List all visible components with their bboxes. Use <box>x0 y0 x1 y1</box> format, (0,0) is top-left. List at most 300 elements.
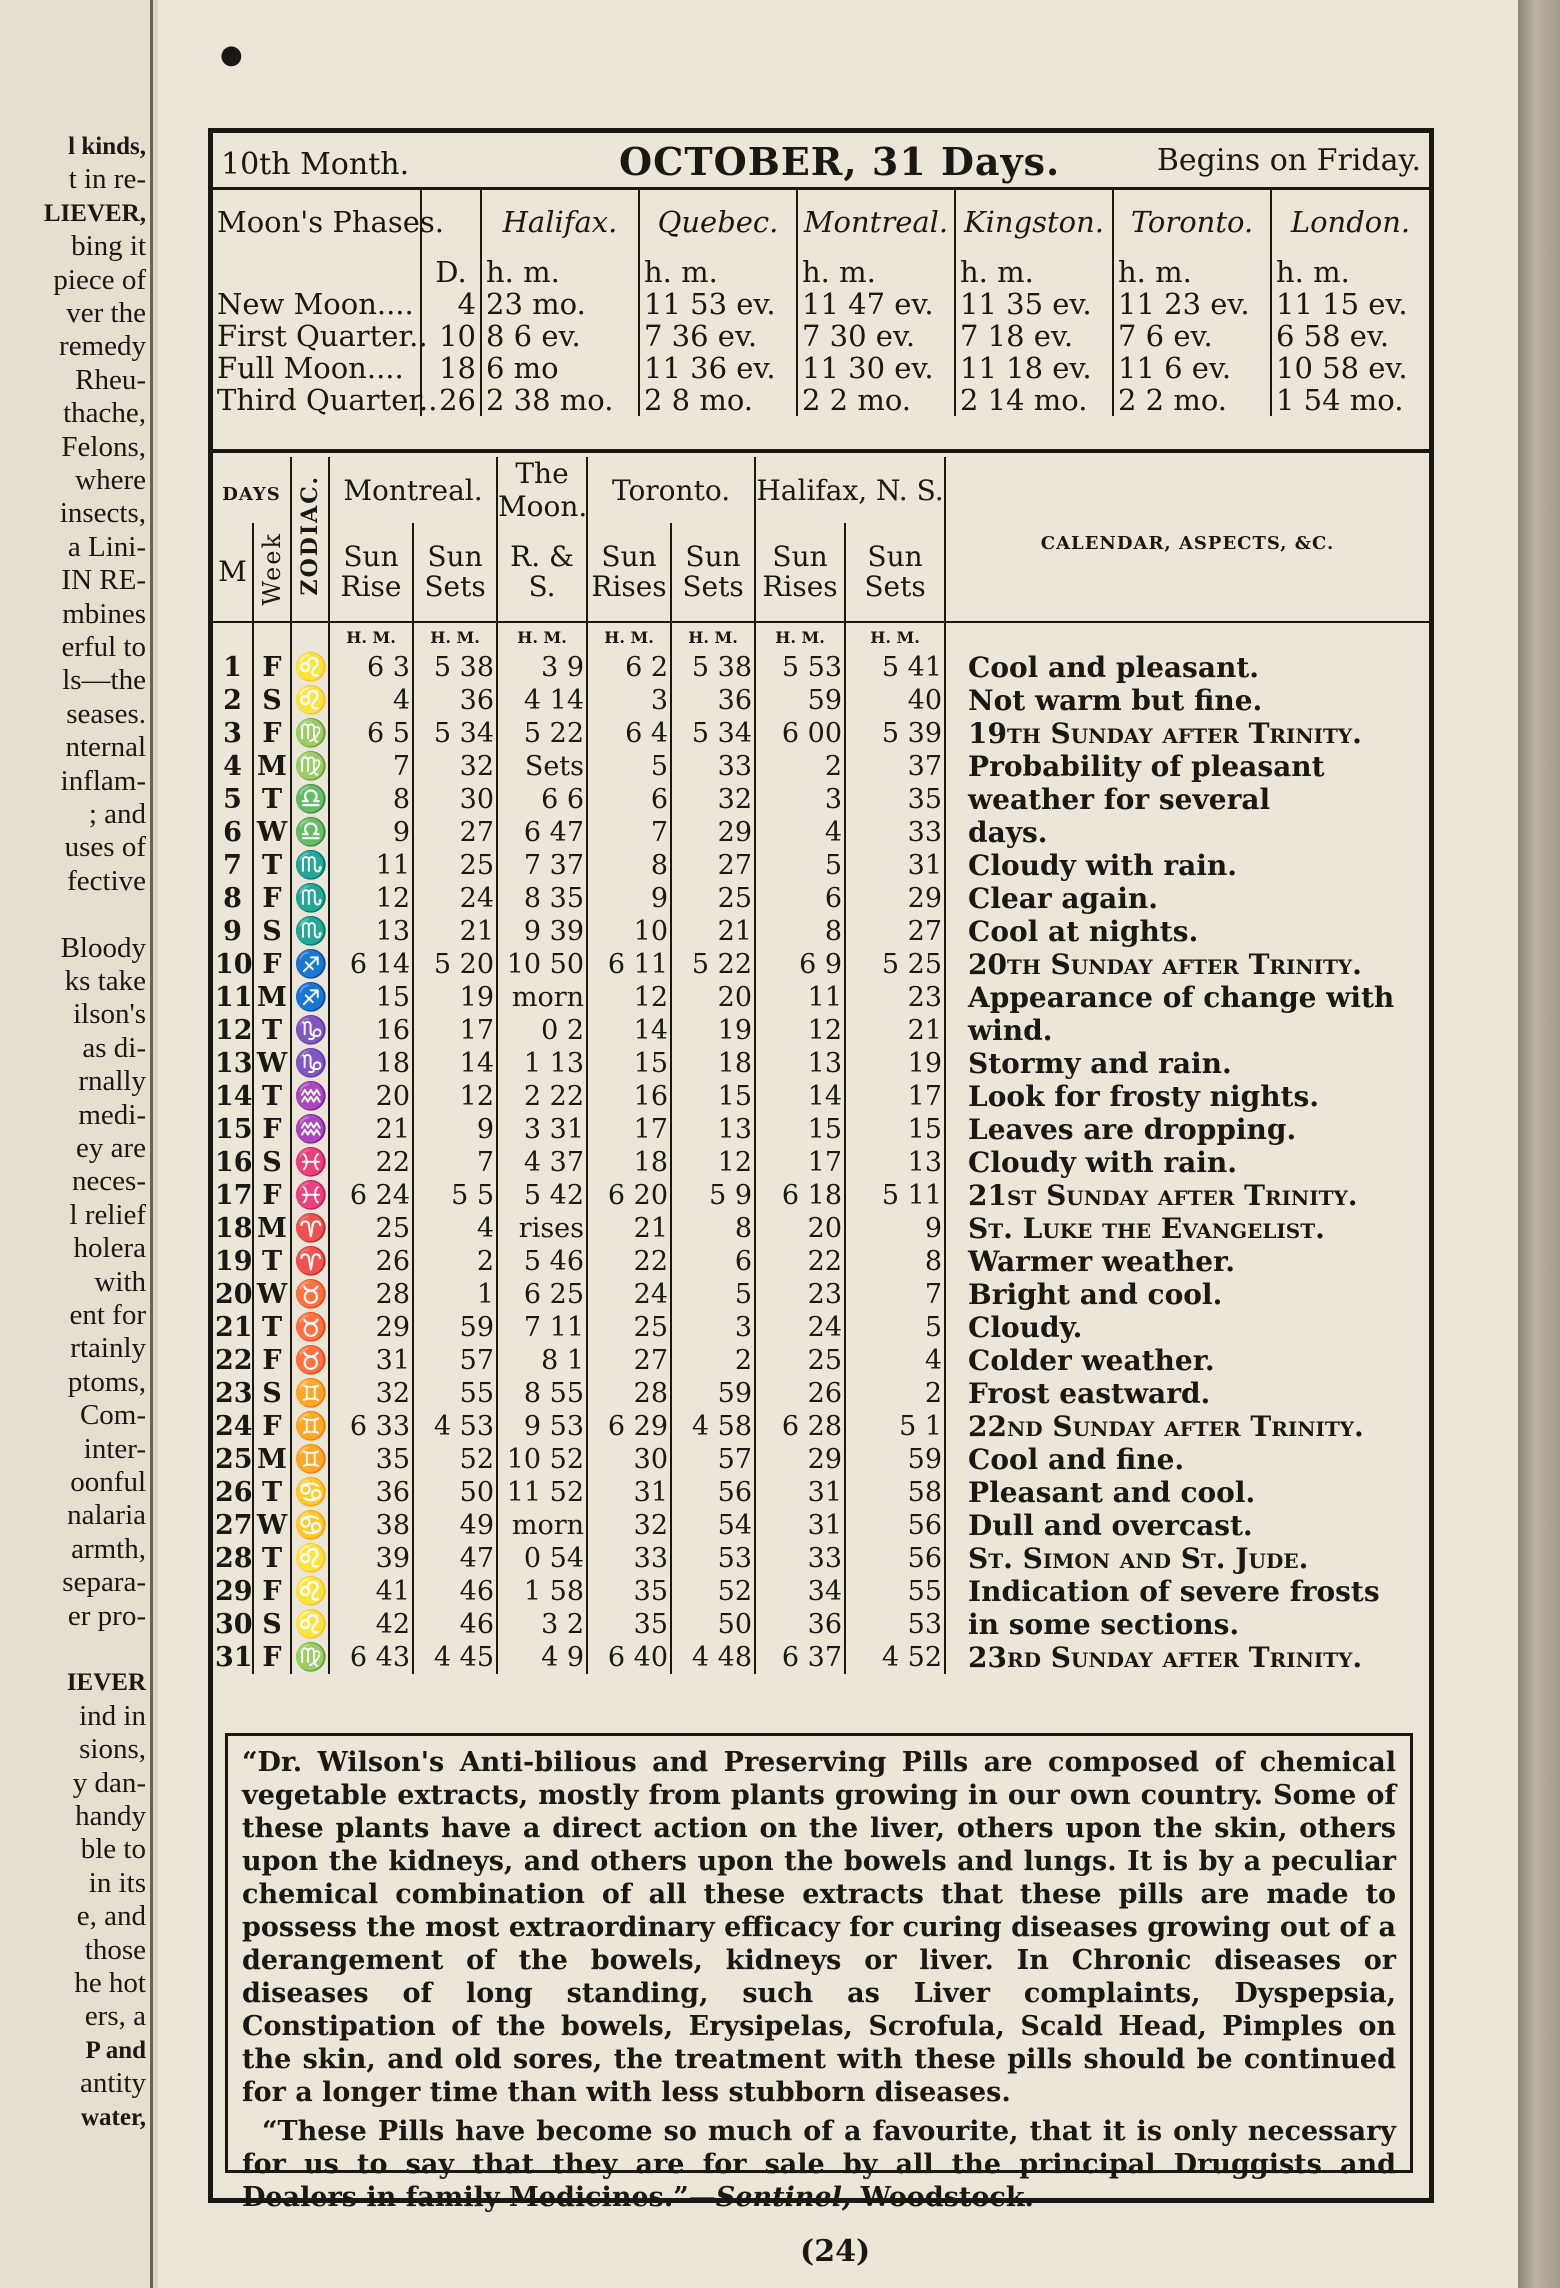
moon-rs-header: R. & S. <box>497 523 587 622</box>
day-of-week: M <box>253 981 291 1014</box>
halifax-sunset: 21 <box>845 1014 945 1047</box>
left-page-line: ble to <box>80 1833 146 1866</box>
toronto-sunset: 21 <box>671 915 755 948</box>
halifax-sunrise: 17 <box>755 1146 845 1179</box>
phase-time: 7 18 ev. <box>955 320 1113 352</box>
aspect-note: Cool and fine. <box>945 1443 1429 1476</box>
halifax-sunset: 53 <box>845 1608 945 1641</box>
day-of-month: 4 <box>223 751 242 782</box>
toronto-sunset: 36 <box>671 684 755 717</box>
halifax-sunrise: 20 <box>755 1212 845 1245</box>
halifax-sunrise: 6 28 <box>755 1410 845 1443</box>
zodiac-sign: ♉ <box>291 1278 329 1311</box>
advert-source: Sentinel, <box>715 2182 852 2213</box>
toronto-sunset: 2 <box>671 1344 755 1377</box>
day-row <box>213 1443 1429 1476</box>
montreal-sunrise: 13 <box>329 915 413 948</box>
zodiac-sign: ♍ <box>291 1641 329 1674</box>
toronto-sunset: 29 <box>671 816 755 849</box>
calendar-header: CALENDAR, ASPECTS, &C. <box>945 457 1429 622</box>
day-row <box>213 1575 1429 1608</box>
hm-label: H. M. <box>755 622 845 651</box>
toronto-sunrise: 8 <box>587 849 671 882</box>
zodiac-sign: ♐ <box>291 981 329 1014</box>
montreal-sunset: 30 <box>413 783 497 816</box>
montreal-sunrise-header: Sun Rise <box>329 523 413 622</box>
toronto-sunrise: 25 <box>587 1311 671 1344</box>
day-of-week: W <box>253 1509 291 1542</box>
moon-col-header: Quebec. <box>639 190 797 254</box>
aspect-note: Look for frosty nights. <box>945 1080 1429 1113</box>
montreal-sunrise: 6 5 <box>329 717 413 750</box>
toronto-sunrise: 32 <box>587 1509 671 1542</box>
unit-cell: h. m. <box>1113 254 1271 288</box>
halifax-sunset: 19 <box>845 1047 945 1080</box>
day-of-month: 30 <box>215 1609 253 1640</box>
aspect-note: 23rd Sunday after Trinity. <box>945 1641 1429 1674</box>
zodiac-sign: ♎ <box>291 816 329 849</box>
halifax-sunset: 5 <box>845 1311 945 1344</box>
aspect-note: Cloudy with rain. <box>945 849 1429 882</box>
toronto-sunrise: 15 <box>587 1047 671 1080</box>
unit-cell: h. m. <box>955 254 1113 288</box>
left-page-line: medi- <box>78 1098 146 1131</box>
halifax-sunset: 27 <box>845 915 945 948</box>
left-page-line: Com- <box>79 1399 146 1432</box>
halifax-sunrise: 29 <box>755 1443 845 1476</box>
day-of-week: F <box>253 1113 291 1146</box>
montreal-sunrise: 15 <box>329 981 413 1014</box>
zodiac-sign: ♈ <box>291 1245 329 1278</box>
montreal-sunrise: 32 <box>329 1377 413 1410</box>
halifax-sunset: 33 <box>845 816 945 849</box>
moon-phase-row <box>213 384 1429 416</box>
toronto-sunrise: 3 <box>587 684 671 717</box>
montreal-sunrise: 25 <box>329 1212 413 1245</box>
zodiac-sign: ♎ <box>291 783 329 816</box>
halifax-sunset: 40 <box>845 684 945 717</box>
phase-time: 11 35 ev. <box>955 288 1113 320</box>
montreal-sunset: 52 <box>413 1443 497 1476</box>
left-page-line: he hot <box>74 1967 146 1999</box>
day-of-month: 22 <box>215 1345 253 1376</box>
montreal-sunset: 55 <box>413 1377 497 1410</box>
montreal-sunrise: 29 <box>329 1311 413 1344</box>
left-page-line: thache, <box>63 397 146 430</box>
montreal-sunrise: 20 <box>329 1080 413 1113</box>
halifax-sunrise: 22 <box>755 1245 845 1278</box>
montreal-sunrise: 42 <box>329 1608 413 1641</box>
zodiac-sign: ♒ <box>291 1080 329 1113</box>
moon-rise-set: 8 35 <box>497 882 587 915</box>
daily-calendar-table <box>213 457 1429 1674</box>
montreal-sunset: 7 <box>413 1146 497 1179</box>
toronto-sunrise: 10 <box>587 915 671 948</box>
days-header: DAYS <box>222 483 281 505</box>
day-of-month: 17 <box>215 1180 253 1211</box>
left-page-line: water, <box>80 2103 146 2131</box>
toronto-sunrise: 22 <box>587 1245 671 1278</box>
toronto-sunrise: 35 <box>587 1575 671 1608</box>
montreal-sunset: 9 <box>413 1113 497 1146</box>
montreal-sunrise: 11 <box>329 849 413 882</box>
halifax-sunrise: 4 <box>755 816 845 849</box>
moon-phase-row <box>213 288 1429 320</box>
day-row <box>213 1476 1429 1509</box>
montreal-sunrise: 6 24 <box>329 1179 413 1212</box>
halifax-sunset: 31 <box>845 849 945 882</box>
moon-rise-set: morn <box>497 1509 587 1542</box>
moon-rise-set: morn <box>497 981 587 1014</box>
calendar-frame <box>208 128 1434 2213</box>
day-of-month: 18 <box>215 1213 253 1244</box>
left-page-line: l kinds, <box>68 133 146 160</box>
montreal-sunrise: 4 <box>329 684 413 717</box>
phase-time: 11 23 ev. <box>1113 288 1271 320</box>
unit-cell: h. m. <box>639 254 797 288</box>
phase-time: 8 6 ev. <box>481 320 639 352</box>
halifax-sunrise: 8 <box>755 915 845 948</box>
halifax-sunset: 59 <box>845 1443 945 1476</box>
montreal-sunrise: 35 <box>329 1443 413 1476</box>
halifax-header: Halifax, N. S. <box>755 457 945 523</box>
montreal-sunrise: 9 <box>329 816 413 849</box>
toronto-sunset: 5 <box>671 1278 755 1311</box>
left-page-line: rnally <box>78 1065 146 1098</box>
montreal-sunrise: 12 <box>329 882 413 915</box>
day-of-week: F <box>253 1179 291 1212</box>
day-row <box>213 948 1429 981</box>
left-page-line: mbines <box>62 597 146 630</box>
phase-time: 7 6 ev. <box>1113 320 1271 352</box>
day-row <box>213 849 1429 882</box>
day-of-month: 14 <box>215 1081 253 1112</box>
moon-units-row <box>213 254 1429 288</box>
left-page-line: Felons, <box>61 430 146 463</box>
phase-name: Full Moon.... <box>217 351 404 385</box>
left-page-line: bing it <box>71 230 146 263</box>
left-page-line: sions, <box>79 1733 146 1766</box>
left-page-line: separa- <box>62 1566 146 1599</box>
montreal-sunrise: 36 <box>329 1476 413 1509</box>
toronto-sunset: 33 <box>671 750 755 783</box>
toronto-sunrise: 6 2 <box>587 651 671 684</box>
aspect-note: Cloudy. <box>945 1311 1429 1344</box>
halifax-sunset: 5 11 <box>845 1179 945 1212</box>
left-page-line: IEVER <box>66 1669 146 1697</box>
day-row <box>213 1179 1429 1212</box>
montreal-sunrise: 39 <box>329 1542 413 1575</box>
montreal-sunrise: 16 <box>329 1014 413 1047</box>
day-of-week: W <box>253 1047 291 1080</box>
toronto-sunrise-header: Sun Rises <box>587 523 671 622</box>
zodiac-sign: ♉ <box>291 1344 329 1377</box>
left-page-line: ks take <box>64 965 146 997</box>
day-of-week: T <box>253 1014 291 1047</box>
day-of-month: 23 <box>215 1378 253 1409</box>
day-row <box>213 1608 1429 1641</box>
montreal-sunset: 59 <box>413 1311 497 1344</box>
halifax-sunrise: 12 <box>755 1014 845 1047</box>
advertisement-box <box>225 1733 1413 2213</box>
phase-time: 11 6 ev. <box>1113 352 1271 384</box>
toronto-sunset: 3 <box>671 1311 755 1344</box>
ink-mark: ● <box>220 40 243 70</box>
moon-col-header: Toronto. <box>1113 190 1271 254</box>
zodiac-sign: ♓ <box>291 1146 329 1179</box>
montreal-sunrise: 38 <box>329 1509 413 1542</box>
halifax-sunset: 4 <box>845 1344 945 1377</box>
day-of-month: 2 <box>223 685 242 716</box>
main-header-units <box>213 622 1429 651</box>
left-page-line: LIEVER, <box>43 199 146 227</box>
moon-rise-set: 7 37 <box>497 849 587 882</box>
halifax-sunrise: 34 <box>755 1575 845 1608</box>
montreal-sunset: 27 <box>413 816 497 849</box>
moon-rise-set: 4 9 <box>497 1641 587 1674</box>
left-page-line: ilson's <box>73 998 146 1031</box>
day-of-month: 9 <box>223 916 242 947</box>
montreal-sunset: 2 <box>413 1245 497 1278</box>
toronto-sunrise: 6 4 <box>587 717 671 750</box>
moon-rise-set: 2 22 <box>497 1080 587 1113</box>
aspect-note: in some sections. <box>945 1608 1429 1641</box>
phase-time: 26 <box>421 384 481 416</box>
aspect-note: wind. <box>945 1014 1429 1047</box>
day-of-week: S <box>253 1146 291 1179</box>
moon-rise-set: 8 55 <box>497 1377 587 1410</box>
halifax-sunset: 15 <box>845 1113 945 1146</box>
phase-time: 11 30 ev. <box>797 352 955 384</box>
toronto-sunrise: 18 <box>587 1146 671 1179</box>
day-of-month: 7 <box>223 850 242 881</box>
left-page-line: ind in <box>79 1699 146 1732</box>
toronto-sunset: 19 <box>671 1014 755 1047</box>
moon-col-header: London. <box>1271 190 1429 254</box>
montreal-sunset: 4 <box>413 1212 497 1245</box>
phase-time: 10 58 ev. <box>1271 352 1429 384</box>
zodiac-sign: ♌ <box>291 651 329 684</box>
unit-cell: h. m. <box>797 254 955 288</box>
aspect-note: Clear again. <box>945 882 1429 915</box>
montreal-sunrise: 22 <box>329 1146 413 1179</box>
toronto-sunset: 15 <box>671 1080 755 1113</box>
left-page-line: oonful <box>70 1466 146 1498</box>
halifax-sunset: 13 <box>845 1146 945 1179</box>
day-of-month: 8 <box>223 883 242 914</box>
day-of-month: 24 <box>215 1411 253 1442</box>
moon-rise-set: 1 13 <box>497 1047 587 1080</box>
montreal-sunrise: 21 <box>329 1113 413 1146</box>
zodiac-sign: ♋ <box>291 1509 329 1542</box>
toronto-sunset: 5 9 <box>671 1179 755 1212</box>
halifax-sunrise: 31 <box>755 1476 845 1509</box>
day-row <box>213 1509 1429 1542</box>
advert-paragraph-2: “These Pills have become so much of a favourite, that it is only necessary for us to say that they are for sale by all the principal Druggists and Dealers in family Medicines.”—Sentinel, Woodstock. <box>242 2116 1396 2213</box>
toronto-sunrise: 24 <box>587 1278 671 1311</box>
montreal-sunrise: 6 33 <box>329 1410 413 1443</box>
zodiac-sign: ♏ <box>291 915 329 948</box>
day-row <box>213 1410 1429 1443</box>
zodiac-sign: ♊ <box>291 1377 329 1410</box>
advert-paragraph: “Dr. Wilson's Anti-bilious and Preserving Pills are composed of chemical vegetable extracts, mostly from plants growing in our own country. Some of these plants have a direct action on the liver, others upon the skin, others upon the kidneys, and others upon the bowels and lungs. It is by a peculiar chemical combination of all these extracts that these pills are made to possess the most extraordinary efficacy for curing diseases growing out of a derangement of the bowels, kidneys or liver. In Chronic diseases or diseases of long standing, such as Liver complaints, Dyspepsia, Constipation of the bowels, Erysipelas, Scrofula, Scald Head, Pimples on the skin, and old sores, the treatment with these pills should be continued for a longer time than with less stubborn diseases. <box>242 1747 1396 2108</box>
left-page-line: where <box>75 464 146 496</box>
aspect-note: weather for several <box>945 783 1429 816</box>
aspect-note: Stormy and rain. <box>945 1047 1429 1080</box>
montreal-sunrise: 28 <box>329 1278 413 1311</box>
moon-header-row <box>213 190 1429 254</box>
moon-rise-set: 11 52 <box>497 1476 587 1509</box>
left-page-line: P and <box>85 2036 146 2064</box>
phase-time: 2 8 mo. <box>639 384 797 416</box>
toronto-sunset: 6 <box>671 1245 755 1278</box>
moon-rise-set: 1 58 <box>497 1575 587 1608</box>
toronto-sunrise: 17 <box>587 1113 671 1146</box>
toronto-sunset: 52 <box>671 1575 755 1608</box>
toronto-sunrise: 31 <box>587 1476 671 1509</box>
unit-cell: D. <box>421 254 481 288</box>
day-row <box>213 750 1429 783</box>
day-of-month: 25 <box>215 1444 253 1475</box>
toronto-sunset: 50 <box>671 1608 755 1641</box>
left-page-line: Bloody <box>60 931 146 964</box>
halifax-sunset: 7 <box>845 1278 945 1311</box>
halifax-sunset: 4 52 <box>845 1641 945 1674</box>
moon-rise-set: 5 42 <box>497 1179 587 1212</box>
toronto-sunset: 18 <box>671 1047 755 1080</box>
left-page-line: in its <box>88 1866 146 1899</box>
aspect-note: Pleasant and cool. <box>945 1476 1429 1509</box>
moon-rise-set: 0 2 <box>497 1014 587 1047</box>
left-page-line: ey are <box>75 1132 146 1164</box>
left-page-line: y dan- <box>72 1766 146 1799</box>
montreal-sunrise: 8 <box>329 783 413 816</box>
toronto-sunset: 8 <box>671 1212 755 1245</box>
halifax-sunset: 5 1 <box>845 1410 945 1443</box>
aspect-note: Cool at nights. <box>945 915 1429 948</box>
day-of-month: 10 <box>215 949 253 980</box>
day-of-month: 28 <box>215 1543 253 1574</box>
toronto-sunrise: 6 40 <box>587 1641 671 1674</box>
left-page-line: those <box>84 1933 146 1966</box>
montreal-sunset: 46 <box>413 1575 497 1608</box>
phase-time: 7 30 ev. <box>797 320 955 352</box>
montreal-sunset: 17 <box>413 1014 497 1047</box>
montreal-sunrise: 6 14 <box>329 948 413 981</box>
hm-label: H. M. <box>329 622 413 651</box>
moon-rise-set: 4 14 <box>497 684 587 717</box>
toronto-sunset: 59 <box>671 1377 755 1410</box>
toronto-sunrise: 6 29 <box>587 1410 671 1443</box>
montreal-sunset: 4 45 <box>413 1641 497 1674</box>
halifax-sunset: 35 <box>845 783 945 816</box>
moon-rise-set: 7 11 <box>497 1311 587 1344</box>
left-page-line: neces- <box>71 1165 146 1198</box>
montreal-sunset: 19 <box>413 981 497 1014</box>
day-of-week: F <box>253 1410 291 1443</box>
day-row <box>213 1311 1429 1344</box>
toronto-sunrise: 14 <box>587 1014 671 1047</box>
page-edge <box>1518 0 1560 2288</box>
day-of-week: F <box>253 882 291 915</box>
moon-col-header: Kingston. <box>955 190 1113 254</box>
day-row <box>213 1245 1429 1278</box>
phase-time: 2 38 mo. <box>481 384 639 416</box>
toronto-sunset: 5 22 <box>671 948 755 981</box>
day-of-week: M <box>253 1212 291 1245</box>
day-of-week: S <box>253 1608 291 1641</box>
left-page-line: er pro- <box>67 1599 146 1632</box>
day-of-week: F <box>253 1575 291 1608</box>
left-page-line: with <box>94 1265 146 1298</box>
halifax-sunrise: 23 <box>755 1278 845 1311</box>
halifax-sunset: 5 39 <box>845 717 945 750</box>
montreal-sunset: 49 <box>413 1509 497 1542</box>
day-row <box>213 1080 1429 1113</box>
halifax-sunset: 55 <box>845 1575 945 1608</box>
zodiac-sign: ♊ <box>291 1443 329 1476</box>
moon-col-header: Moon's Phases. <box>217 205 444 239</box>
aspect-note: 19th Sunday after Trinity. <box>945 717 1429 750</box>
zodiac-header: ZODIAC. <box>291 457 329 622</box>
zodiac-sign: ♌ <box>291 684 329 717</box>
montreal-sunrise: 6 3 <box>329 651 413 684</box>
halifax-sunrise: 2 <box>755 750 845 783</box>
zodiac-sign: ♉ <box>291 1311 329 1344</box>
day-of-month: 20 <box>215 1279 253 1310</box>
montreal-sunset: 14 <box>413 1047 497 1080</box>
montreal-sunset: 5 5 <box>413 1179 497 1212</box>
day-row <box>213 1344 1429 1377</box>
phase-time: 11 47 ev. <box>797 288 955 320</box>
day-row <box>213 981 1429 1014</box>
montreal-sunset: 36 <box>413 684 497 717</box>
phase-time: 11 36 ev. <box>639 352 797 384</box>
day-row <box>213 1542 1429 1575</box>
toronto-sunrise: 28 <box>587 1377 671 1410</box>
montreal-sunset: 12 <box>413 1080 497 1113</box>
toronto-sunset: 54 <box>671 1509 755 1542</box>
moon-rise-set: 4 37 <box>497 1146 587 1179</box>
toronto-sunset: 4 58 <box>671 1410 755 1443</box>
left-page-line: insects, <box>59 497 146 530</box>
aspect-note: Indication of severe frosts <box>945 1575 1429 1608</box>
day-of-week: T <box>253 1080 291 1113</box>
day-of-week: T <box>253 1542 291 1575</box>
halifax-sunrise: 3 <box>755 783 845 816</box>
left-page-line: handy <box>75 1800 146 1832</box>
montreal-sunset: 24 <box>413 882 497 915</box>
day-of-month: 6 <box>223 817 242 848</box>
hm-label: H. M. <box>587 622 671 651</box>
montreal-sunrise: 18 <box>329 1047 413 1080</box>
day-of-week: S <box>253 684 291 717</box>
toronto-sunrise: 12 <box>587 981 671 1014</box>
hm-label: H. M. <box>845 622 945 651</box>
moon-header: The Moon. <box>498 457 588 523</box>
zodiac-sign: ♊ <box>291 1410 329 1443</box>
aspect-note: Dull and overcast. <box>945 1509 1429 1542</box>
day-of-week: W <box>253 816 291 849</box>
moon-rise-set: 8 1 <box>497 1344 587 1377</box>
phase-time: 6 58 ev. <box>1271 320 1429 352</box>
unit-cell: h. m. <box>1271 254 1429 288</box>
day-rows <box>213 651 1429 1674</box>
section-divider <box>213 449 1429 453</box>
left-page-line: as di- <box>82 1031 146 1064</box>
day-row <box>213 1014 1429 1047</box>
toronto-sunset-header: Sun Sets <box>671 523 755 622</box>
